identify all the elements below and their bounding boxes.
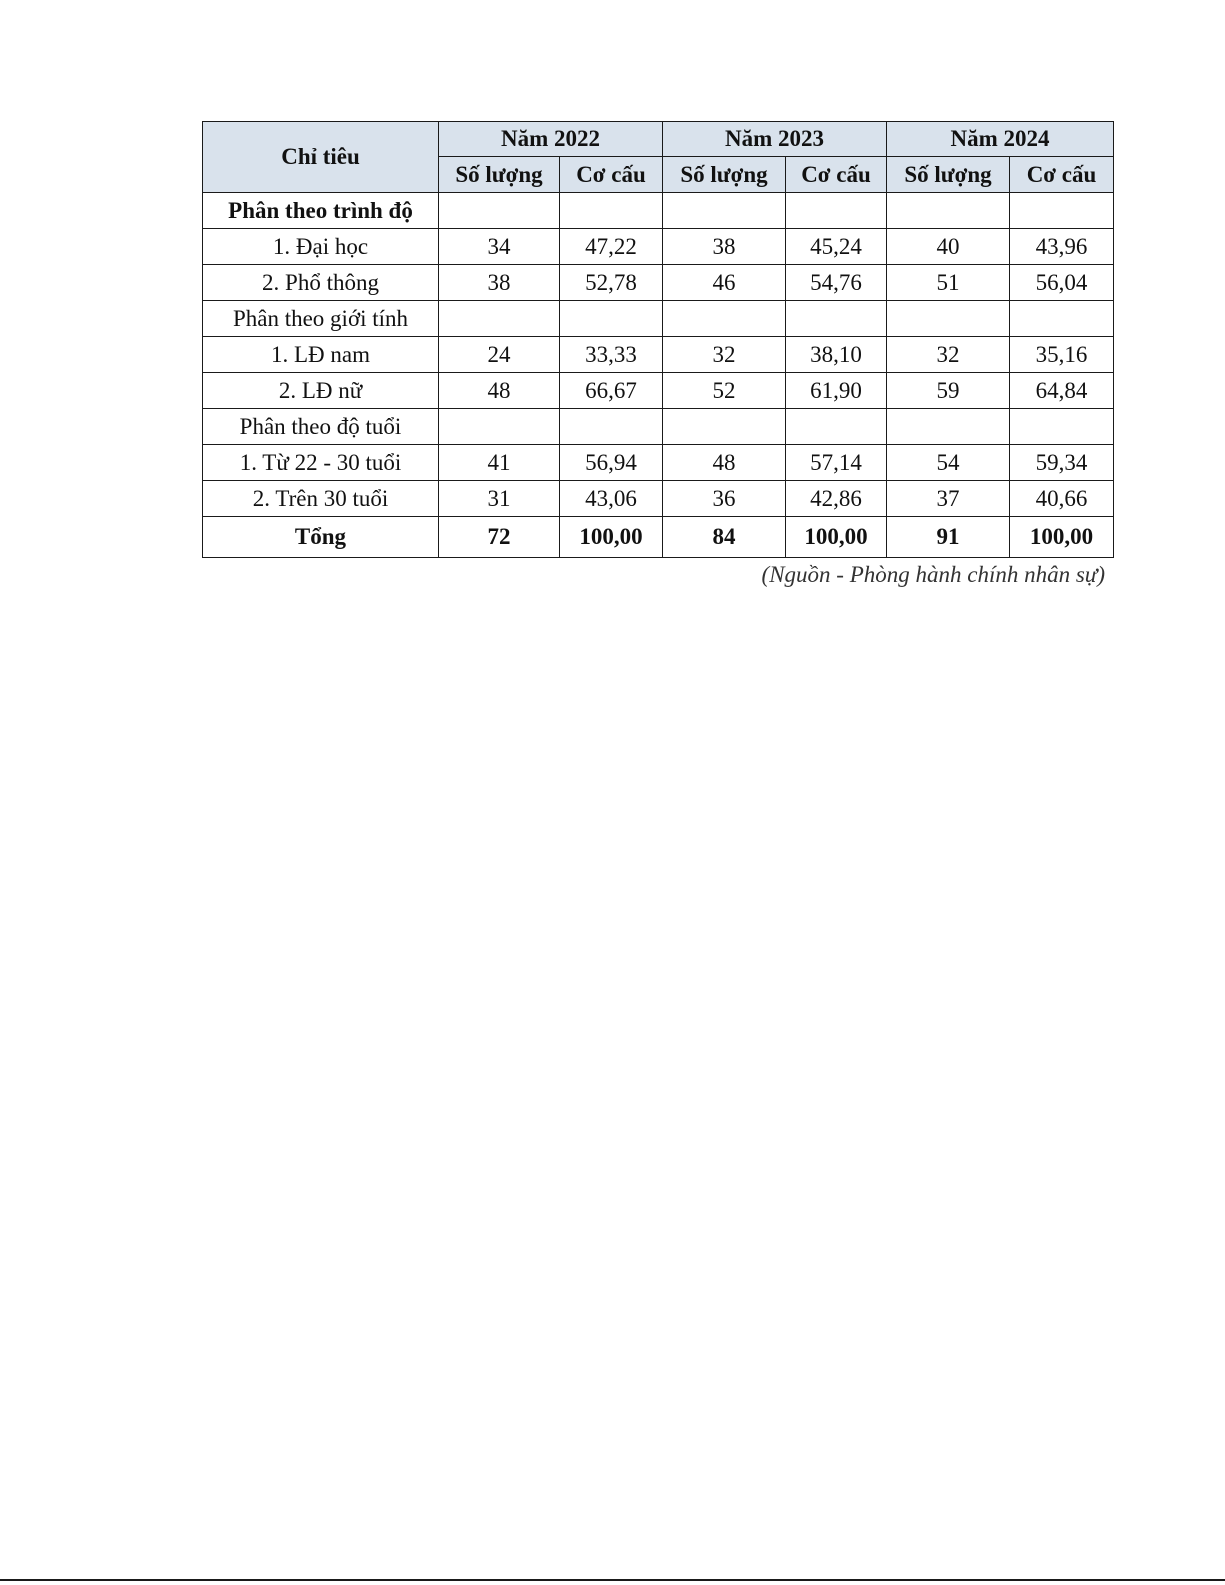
quantity-cell: 59 — [887, 373, 1010, 409]
table-row — [203, 265, 1114, 301]
quantity-cell: 72 — [439, 517, 560, 558]
structure-cell: 61,90 — [786, 373, 887, 409]
table-row — [203, 229, 1114, 265]
structure-cell: 43,96 — [1010, 229, 1114, 265]
quantity-cell: 84 — [663, 517, 786, 558]
quantity-cell — [439, 301, 560, 337]
indicator-header: Chỉ tiêu — [203, 122, 439, 193]
quantity-cell: 36 — [663, 481, 786, 517]
quantity-cell: 24 — [439, 337, 560, 373]
table-row — [203, 445, 1114, 481]
quantity-cell: 38 — [439, 265, 560, 301]
quantity-cell: 51 — [887, 265, 1010, 301]
structure-cell — [1010, 409, 1114, 445]
table-header — [203, 122, 1114, 193]
quantity-cell: 40 — [887, 229, 1010, 265]
subheader-structure: Cơ cấu — [1010, 157, 1114, 193]
structure-cell: 54,76 — [786, 265, 887, 301]
structure-cell: 59,34 — [1010, 445, 1114, 481]
structure-cell — [786, 301, 887, 337]
quantity-cell: 32 — [663, 337, 786, 373]
structure-cell — [1010, 193, 1114, 229]
year-header-2023: Năm 2023 — [663, 122, 887, 157]
quantity-cell: 37 — [887, 481, 1010, 517]
quantity-cell: 48 — [439, 373, 560, 409]
quantity-cell: 52 — [663, 373, 786, 409]
structure-cell — [786, 409, 887, 445]
total-row — [203, 517, 1114, 558]
quantity-cell: 46 — [663, 265, 786, 301]
quantity-cell: 32 — [887, 337, 1010, 373]
structure-cell: 100,00 — [560, 517, 663, 558]
quantity-cell — [663, 409, 786, 445]
structure-cell — [560, 409, 663, 445]
row-label: 1. Từ 22 - 30 tuổi — [203, 445, 439, 481]
row-label: 2. Phổ thông — [203, 265, 439, 301]
row-label: 2. LĐ nữ — [203, 373, 439, 409]
quantity-cell: 31 — [439, 481, 560, 517]
table-row — [203, 337, 1114, 373]
quantity-cell: 48 — [663, 445, 786, 481]
table-row — [203, 481, 1114, 517]
group-row — [203, 301, 1114, 337]
structure-cell: 100,00 — [1010, 517, 1114, 558]
structure-cell: 33,33 — [560, 337, 663, 373]
subheader-structure: Cơ cấu — [560, 157, 663, 193]
structure-cell: 56,94 — [560, 445, 663, 481]
quantity-cell — [439, 193, 560, 229]
structure-cell: 42,86 — [786, 481, 887, 517]
group-row — [203, 409, 1114, 445]
row-label: Phân theo giới tính — [203, 301, 439, 337]
quantity-cell: 34 — [439, 229, 560, 265]
subheader-quantity: Số lượng — [887, 157, 1010, 193]
row-label: 1. LĐ nam — [203, 337, 439, 373]
bottom-divider — [0, 1579, 1225, 1581]
quantity-cell: 38 — [663, 229, 786, 265]
year-header-2022: Năm 2022 — [439, 122, 663, 157]
header-row-years — [203, 122, 1114, 157]
structure-cell — [560, 193, 663, 229]
row-label: 1. Đại học — [203, 229, 439, 265]
structure-cell — [786, 193, 887, 229]
structure-cell — [1010, 301, 1114, 337]
structure-cell: 35,16 — [1010, 337, 1114, 373]
quantity-cell: 91 — [887, 517, 1010, 558]
row-label: 2. Trên 30 tuổi — [203, 481, 439, 517]
quantity-cell: 41 — [439, 445, 560, 481]
table-body — [203, 193, 1114, 558]
table-row — [203, 373, 1114, 409]
year-header-2024: Năm 2024 — [887, 122, 1114, 157]
subheader-structure: Cơ cấu — [786, 157, 887, 193]
structure-cell: 38,10 — [786, 337, 887, 373]
structure-cell: 52,78 — [560, 265, 663, 301]
structure-cell: 47,22 — [560, 229, 663, 265]
structure-cell — [560, 301, 663, 337]
structure-cell: 43,06 — [560, 481, 663, 517]
quantity-cell — [887, 409, 1010, 445]
structure-cell: 40,66 — [1010, 481, 1114, 517]
subheader-quantity: Số lượng — [663, 157, 786, 193]
quantity-cell — [663, 301, 786, 337]
quantity-cell — [663, 193, 786, 229]
row-label: Phân theo trình độ — [203, 193, 439, 229]
structure-cell: 57,14 — [786, 445, 887, 481]
quantity-cell — [439, 409, 560, 445]
group-row — [203, 193, 1114, 229]
quantity-cell — [887, 193, 1010, 229]
subheader-quantity: Số lượng — [439, 157, 560, 193]
structure-cell: 64,84 — [1010, 373, 1114, 409]
quantity-cell — [887, 301, 1010, 337]
quantity-cell: 54 — [887, 445, 1010, 481]
labor-structure-table — [202, 121, 1114, 558]
row-label: Phân theo độ tuổi — [203, 409, 439, 445]
structure-cell: 66,67 — [560, 373, 663, 409]
structure-cell: 56,04 — [1010, 265, 1114, 301]
source-note: (Nguồn - Phòng hành chính nhân sự) — [761, 562, 1105, 587]
row-label: Tổng — [203, 517, 439, 558]
structure-cell: 45,24 — [786, 229, 887, 265]
structure-cell: 100,00 — [786, 517, 887, 558]
